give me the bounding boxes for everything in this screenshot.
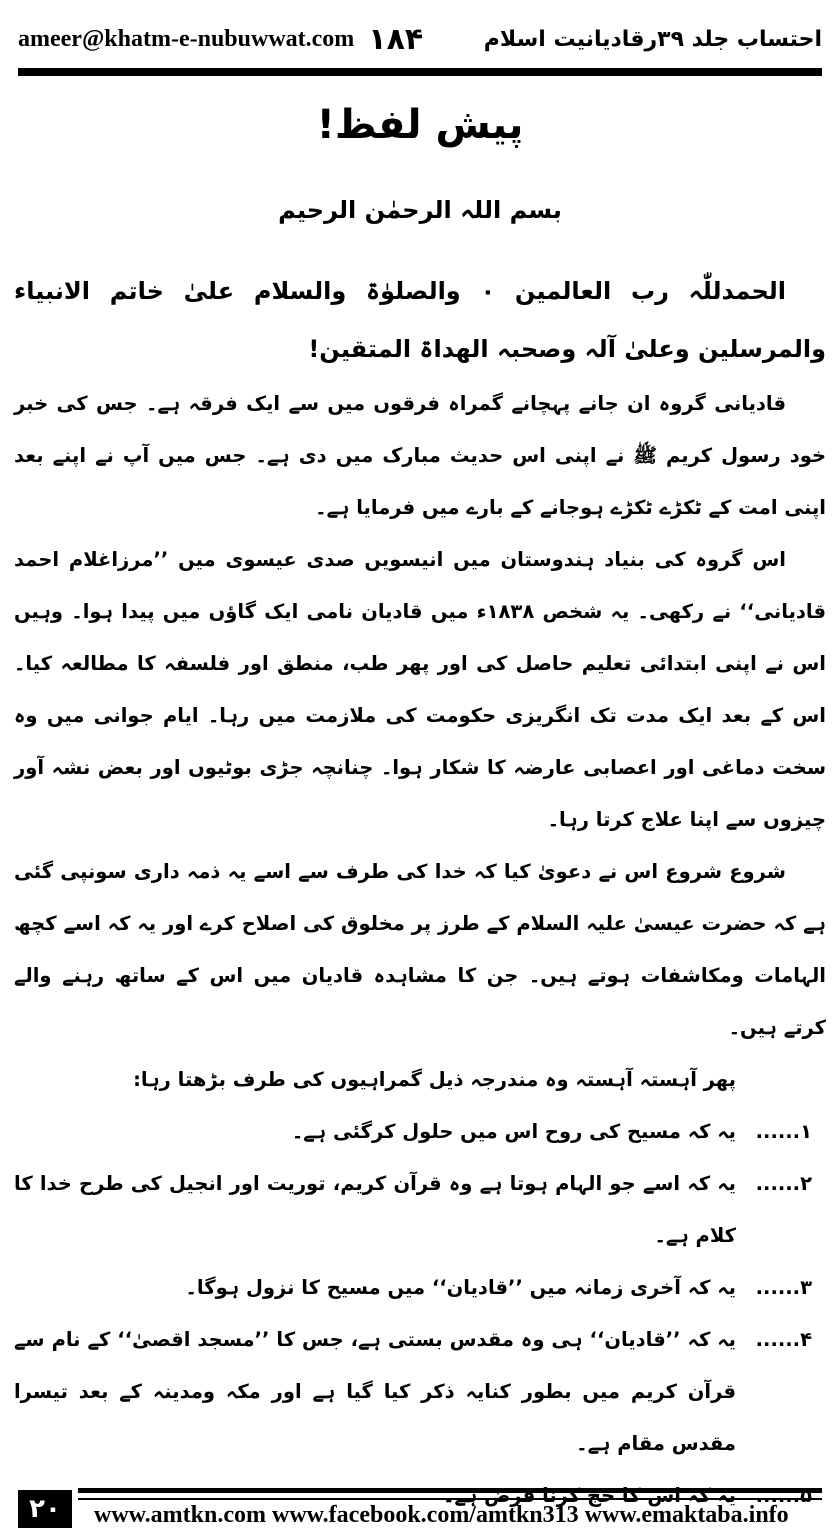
list-number: ۳...... — [755, 1276, 812, 1299]
header-left — [18, 22, 423, 57]
list-text: یہ کہ اسے جو الہام ہوتا ہے وہ قرآن کریم، توریت اور انجیل کی طرح خدا کا کلام ہے۔ — [14, 1172, 736, 1247]
bismillah-calligraphy: بسم اللہ الرحمٰن الرحیم — [278, 196, 562, 224]
footer-links[interactable]: www.amtkn.com www.facebook.com/amtkn313 www.emaktaba.info — [94, 1502, 789, 1528]
paragraph-3: شروع شروع اس نے دعویٰ کیا کہ خدا کی طرف سے اسے یہ ذمہ داری سونپی گئی ہے کہ حضرت عیسیٰ علیہ السلام کے طرز پر مخلوق کی اصلاح کرے اور یہ کہ اسے کچھ الہامات ومکاشفات ہوتے ہیں۔ جن کا مشاہدہ قادیان میں اس کے ساتھ رہنے والے کرتے ہیں۔ — [14, 860, 826, 1039]
list-item — [14, 1106, 826, 1158]
paragraph-arabic-opening: الحمدللّٰہ رب العالمین ۰ والصلوٰۃ والسلام علیٰ خاتم الانبیاء والمرسلین وعلیٰ آلہ وصحبہ الھداۃ المتقین! — [14, 277, 826, 363]
header-book-title: احتساب جلد ۳۹رقادیانیت اسلام — [483, 26, 822, 52]
page-header — [18, 12, 822, 66]
list-text: یہ کہ ’’قادیان‘‘ ہی وہ مقدس بستی ہے، جس کا ’’مسجد اقصیٰ‘‘ کے نام سے قرآن کریم میں بطور کنایہ ذکر کیا گیا ہے اور مکہ ومدینہ کے بعد تیسرا مقدس مقام ہے۔ — [14, 1328, 736, 1455]
page-body — [14, 262, 826, 1522]
header-rule — [18, 68, 822, 76]
list-text: یہ کہ اس کا حج کرنا فرض ہے۔ — [443, 1484, 736, 1507]
page-title: پیش لفظ! — [316, 102, 524, 148]
paragraph-2: اس گروہ کی بنیاد ہندوستان میں انیسویں صدی عیسوی میں ’’مرزاغلام احمد قادیانی‘‘ نے رکھی۔ یہ شخص ۱۸۳۸ء میں قادیان نامی ایک گاؤں میں پیدا ہوا۔ وہیں اس نے اپنی ابتدائی تعلیم حاصل کی اور پھر طب، منطق اور فلسفہ کا مطالعہ کیا۔ اس کے بعد ایک مدت تک انگریزی حکومت کی ملازمت میں رہا۔ ایام جوانی میں وہ سخت دماغی اور اعصابی عارضہ کا شکار ہوا۔ چنانچہ جڑی بوٹیوں اور بعض نشہ آور چیزوں سے اپنا علاج کرتا رہا۔ — [14, 548, 826, 831]
footer-page-number: ۲۰ — [18, 1490, 72, 1528]
paragraph-1: قادیانی گروہ ان جانے پہچانے گمراہ فرقوں میں سے ایک فرقہ ہے۔ جس کی خبر خود رسول کریم ﷺ نے اپنی اس حدیث مبارک میں دی ہے۔ جس میں آپ نے اپنے بعد اپنی امت کے ٹکڑے ٹکڑے ہوجانے کے بارے میں فرمایا ہے۔ — [14, 392, 826, 519]
page-footer — [18, 1488, 822, 1532]
header-page-number: ۱۸۴ — [368, 21, 424, 57]
list-item — [14, 1158, 826, 1262]
list-number: ۴...... — [755, 1328, 812, 1351]
list-number: ۱...... — [755, 1120, 812, 1143]
list-number: ۵...... — [755, 1484, 812, 1507]
list-item — [14, 1314, 826, 1470]
list-number: ۲...... — [755, 1172, 812, 1195]
list-item — [14, 1262, 826, 1314]
paragraph-4: پھر آہستہ آہستہ وہ مندرجہ ذیل گمراہیوں کی طرف بڑھتا رہا: — [133, 1068, 736, 1091]
footer-rule — [78, 1488, 822, 1500]
list-text: یہ کہ مسیح کی روح اس میں حلول کرگئی ہے۔ — [291, 1120, 736, 1143]
header-email[interactable]: ameer@khatm-e-nubuwwat.com — [18, 25, 355, 52]
list-text: یہ کہ آخری زمانہ میں ’’قادیان‘‘ میں مسیح کا نزول ہوگا۔ — [185, 1276, 736, 1299]
